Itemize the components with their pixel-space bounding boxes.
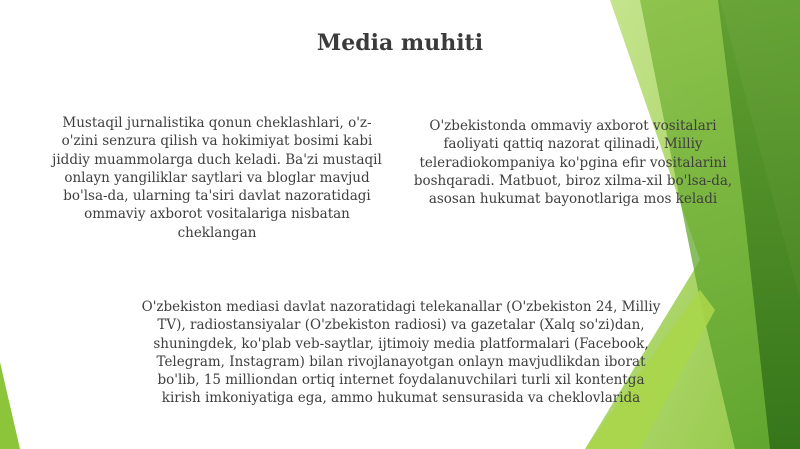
bottom-paragraph: O'zbekiston mediasi davlat nazoratidagi telekanallar (O'zbekiston 24, Milliy TV), radiostansiyalar (O'zbekiston radiosi) va gazetalar (Xalq so'zi)dan, shuningdek, ko'plab veb-saytlar, ijtimoiy media platformalari (Facebook, Telegram, Instagram) bilan rivojlanayotgan onlayn mavjudlikdan iborat bo'lib, 15 milliondan ortiq internet foydalanuvchilari turli xil kontentga kirish imkoniyatiga ega, ammo hukumat sensurasida va cheklovlarida — [141, 299, 661, 407]
left-corner-wedge — [0, 362, 20, 449]
left-paragraph: Mustaqil jurnalistika qonun cheklashlari, o'z-o'zini senzura qilish va hokimiyat bosimi kabi jiddiy muammolarga duch keladi. Ba'zi mustaqil onlayn yangiliklar saytlari va bloglar mavjud bo'lsa-da, ularning ta'siri davlat nazoratidagi ommaviy axborot vositalariga nisbatan cheklangan — [52, 115, 382, 241]
slide-title: Media muhiti — [316, 30, 484, 56]
right-paragraph: O'zbekistonda ommaviy axborot vositalari faoliyati qattiq nazorat qilinadi, Milliy teleradiokompaniya ko'pgina efir vositalarini boshqaradi. Matbuot, biroz xilma-xil bo'lsa-da, asosan hukumat bayonotlariga mos keladi — [413, 118, 733, 208]
